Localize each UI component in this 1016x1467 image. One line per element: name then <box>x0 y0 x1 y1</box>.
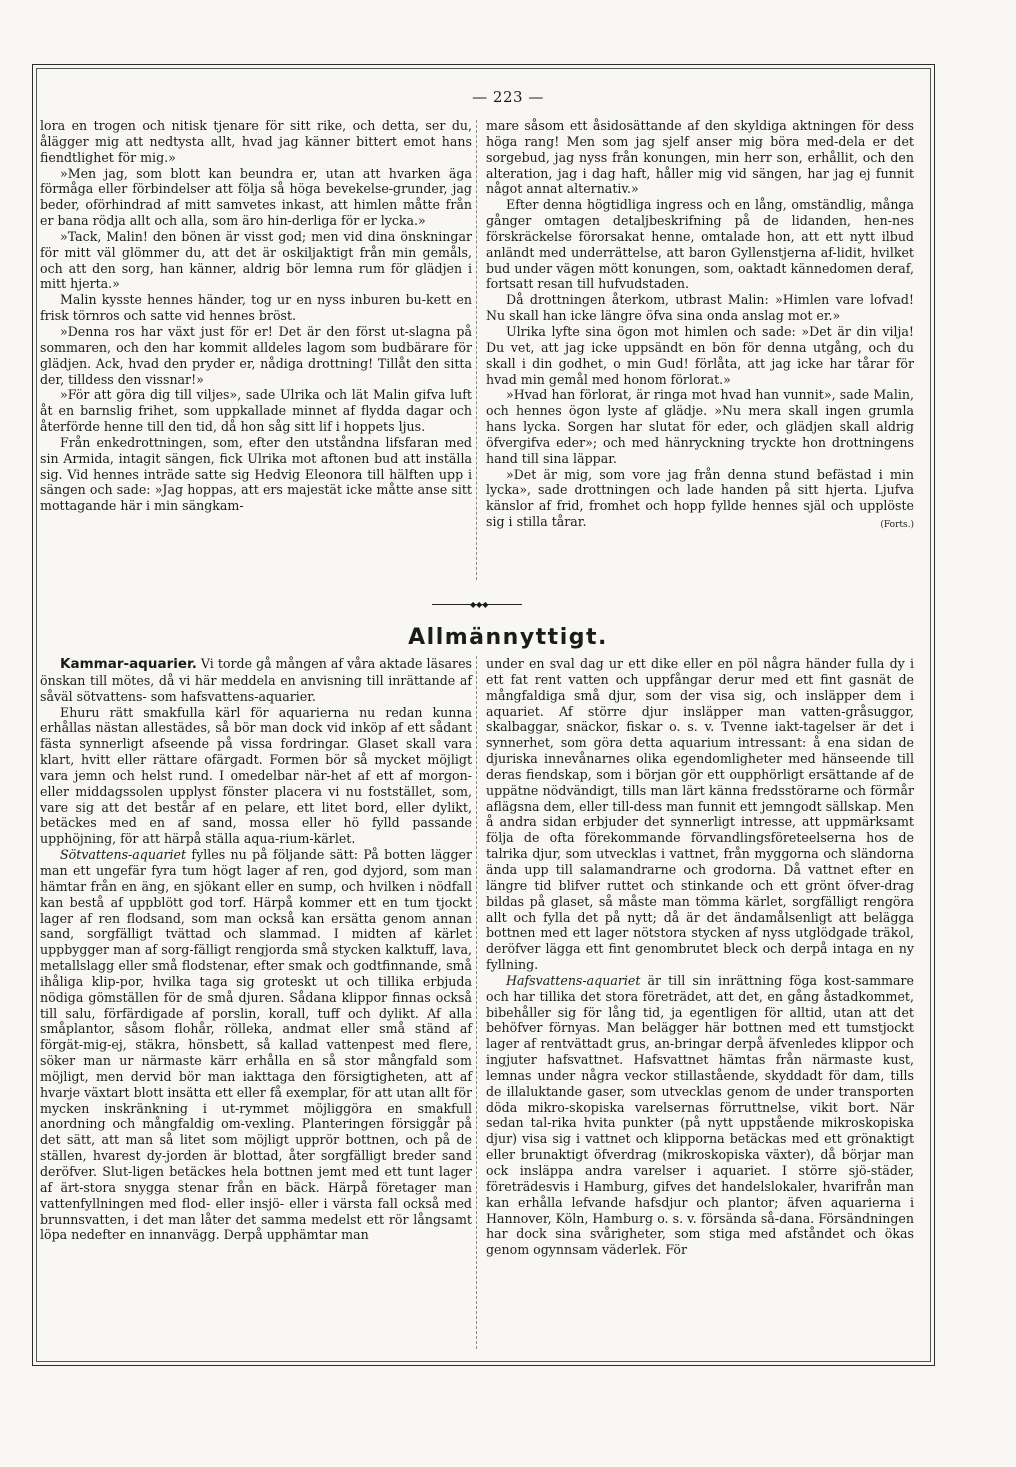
section-title: Allmännyttigt. <box>408 625 608 650</box>
article-column-left <box>40 656 472 1243</box>
story-paragraph <box>486 467 914 530</box>
column-divider-top <box>476 120 477 580</box>
story-column-right <box>486 118 914 534</box>
article-paragraph: fylles nu på följande sätt: På botten lägger man ett ungefär fyra tum högt lager af ren, god dyjord, som man hämtar från en äng, en sjökant eller en sump, och hvilken i nödfall kan bestå af uppblött god torf. Härpå kommer ett en tum tjockt lager af ren flodsand, som man också kan ersätta genom annan sand, sorgfälligt tvättad och slammad. I midten af kärlet uppbygger man af sorg-fälligt rengjorda små stycken kalktuff, lava, metallslagg eller små flodstenar, efter smak och godtfinnande, små ihåliga klip-por, hvilka taga sig groteskt ut och tillika erbjuda nödiga gömställen för de små djuren. Sådana klippor finnas också till salu, förfärdigade af porslin, korall, tuff och dylikt. Af alla småplantor, såsom flohår, rölleka, andmat eller små ständ af förgät-mig-ej, stäkra, hönsbett, så kallad vattenpest med flere, söker man ur närmaste kärr erhålla en så stor mångfald som möjligt, men dervid bör man iakttaga den försigtigheten, att af hvarje växtart blott insätta ett eller få exemplar, för att utan allt för mycken inskränkning i ut-rymmet möjliggöra en smakfull anordning och mångfaldig om-vexling. Planteringen försiggår på det sätt, att man så litet som möjligt upprör bottnen, och på de ställen, hvarest dy-jorden är blottad, åter sorgfälligt breder sand deröfver. Slut-ligen betäckes hela bottnen jemt med ett tunt lager af ärt-stora snygga stenar från en bäck. Härpå företager man vattenfyllningen med flod- eller insjö- eller i värsta fall också med brunnsvatten, i det man låter det samma medelst ett rör långsamt löpa nedefter en innanvägg. Derpå upphämtar man <box>40 847 472 1243</box>
story-paragraph: mare såsom ett åsidosättande af den skyldiga aktningen för dess höga rang! Men som jag sjelf anser mig böra med-dela er det sorgebud, jag nyss från konungen, min herr son, erhållit, och den alteration, jag i dag haft, håller mig vid sängen, har jag ej funnit något annat alternativ.» <box>486 118 914 197</box>
story-paragraph: »Hvad han förlorat, är ringa mot hvad han vunnit», sade Malin, och hennes ögon lyste af glädje. »Nu mera skall ingen grumla hans lycka. Sorgen har slutat för eder, och glädjen skall aldrig öfvergifva eder»; och med hänryckning tryckte hon drottningens hand till sina läppar. <box>486 387 914 466</box>
story-paragraph: Ulrika lyfte sina ögon mot himlen och sade: »Det är din vilja! Du vet, att jag icke uppsändt en bön för denna utgång, och du skall i din godhet, o min Gud! förlåta, att jag icke har tårar för hvad min gemål med honom förlorat.» <box>486 323 914 387</box>
story-column-left <box>40 118 472 514</box>
article-intro: Vi torde gå mången af våra aktade läsares önskan till mötes, då vi här meddela en anvisning till inrättande af såväl sötvattens- som hafsvattens-aquarier. <box>40 656 472 704</box>
story-paragraph: Efter denna högtidliga ingress och en lång, omständlig, många gånger omtagen detaljbeskrifning på de lidanden, hen-nes förskräckelse förorsakat henne, omtalade hon, att ett nytt ilbud anländt med underrättelse, att baron Gyllenstjerna af-lidit, hvilket bud under vägen mött konungen, som, oaktadt kännedomen deraf, fortsatt resan till hufvudstaden. <box>486 197 914 292</box>
article-paragraph: är till sin inrättning föga kost-sammare och har tillika det stora företrädet, att det, en gång åstadkommet, bibehåller sig för lång tid, ja egentligen för alltid, utan att det behöfver förnyas. Man belägger här bottnen med ett tumstjockt lager af rentvättadt grus, an-bringar derpå äfvenledes klippor och ingjuter hafsvattnet. Hafsvattnet hämtas från närmaste kust, lemnas under några veckor stillastående, skyddadt för dam, tills de illaluktande gaser, som utvecklas genom de under transporten döda mikro-skopiska varelsernas förruttnelse, vikit bort. När sedan tal-rika hvita punkter (på nytt uppstående mikroskopiska djur) visa sig i vattnet och klipporna betäckas med ett grönaktigt eller brunaktigt öfverdrag (mikroskopiska växter), då börjar man ock insläppa andra varelser i aquariet. I större sjö-städer, företrädesvis i Hamburg, gifves det handelslokaler, hvarifrån man kan erhålla lefvande hafsdjur och plantor; äfven aquarierna i Hannover, Köln, Hamburg o. s. v. försända så-dana. Försändningen har dock sina svårigheter, som stiga med afståndet och ökas genom ogynnsam väderlek. För <box>486 972 914 1258</box>
subheading-saltwater: Hafsvattens-aquariet <box>506 972 641 988</box>
story-paragraph: lora en trogen och nitisk tjenare för sitt rike, och detta, ser du, ålägger mig att nedtysta allt, hvad jag känner bittert emot hans fiendtlighet för mig.» <box>40 118 472 165</box>
story-paragraph: »För att göra dig till viljes», sade Ulrika och lät Malin gifva luft åt en barnslig frihet, som uppkallade minnet af flydda dagar och återförde henne till den tid, då hon såg sitt lif i hoppets ljus. <box>40 387 472 435</box>
article-paragraph: under en sval dag ur ett dike eller en pöl några händer fulla dy i ett fat rent vatten och uppfångar derur med ett fint gasnät de mångfaldiga små djur, som der visa sig, och insläpper dem i aquariet. Af större djur insläpper man vatten-gråsuggor, skalbaggar, snäckor, fiskar o. s. v. Tvenne iakt-tagelser är det i synnerhet, som göra detta aquarium intressant: å ena sidan de djuriska innevånarnes olika egendomligheter med hänseende till deras fiendskap, som i början gör ett oupphörligt ersättande af de uppätne nödvändigt, tills man lärt känna fredsstörarne och förmår aflägsna dem, eller till-dess man funnit ett jemngodt sällskap. Men å andra sidan erbjuder det synnerligt intresse, att uppmärksamt följa de ofta förekommande förvandlingsföreteelserna hos de talrika djur, som utvecklas i vattnet, från myggorna och sländorna ända upp till salamandrarne och grodorna. Då vattnet efter en längre tid blifver ruttet och stinkande och ett grönt öfver-drag bildas på glaset, så måste man tömma kärlet, sorgfälligt rengöra allt och fylla det på nytt; då är det ändamålsenligt att belägga bottnen med ett lager nötstora stycken af nyss utglödgade träkol, deröfver lägga ett fint genombrutet bleck och derpå intaga en ny fyllning. <box>486 656 914 973</box>
story-final-text: »Det är mig, som vore jag från denna stund befästad i min lycka», sade drottningen och lade handen på sitt hjerta. Ljufva känslor af frid, fromhet och hopp fyllde hennes själ och upplöste sig i stilla tårar. <box>486 466 914 530</box>
article-heading: Kammar-aquarier. <box>60 656 197 672</box>
article-column-right <box>486 656 914 1258</box>
continued-note: (Forts.) <box>880 520 914 531</box>
story-paragraph: Malin kysste hennes händer, tog ur en nyss inburen bu-kett en frisk törnros och satte vid hennes bröst. <box>40 292 472 324</box>
story-paragraph: »Men jag, som blott kan beundra er, utan att hvarken äga förmåga eller förbindelser att följa så höga bevekelse-grunder, jag beder, oförhindrad af mitt samvetes inkast, att himlen måtte från er bana rödja allt och alla, som äro hin-derliga för er lycka.» <box>40 165 472 229</box>
subheading-freshwater: Sötvattens-aquariet <box>60 847 187 863</box>
page-number: — 223 — <box>472 88 544 106</box>
ornament-divider <box>432 601 522 609</box>
story-paragraph: »Tack, Malin! den bönen är visst god; men vid dina önskningar för mitt väl glömmer du, att det är oskiljaktigt från min gemåls, och att den sorg, han känner, aldrig bör lemna rum för glädjen i mitt hjerta.» <box>40 228 472 292</box>
divider-ornament-icon: ◆◆◆ <box>470 600 489 609</box>
story-paragraph: Då drottningen återkom, utbrast Malin: »Himlen vare lofvad! Nu skall han icke längre öfva sina onda anslag mot er.» <box>486 292 914 324</box>
column-divider-bottom <box>476 656 477 1349</box>
article-paragraph: Ehuru rätt smakfulla kärl för aquarierna nu redan kunna erhållas nästan allestädes, så bör man dock vid inköp af ett sådant fästa synnerligt afseende på vissa fordringar. Glaset skall vara klart, hvitt eller rättare ofärgadt. Formen bör så mycket möjligt vara jemn och helst rund. I omedelbar när-het af ett af morgon- eller middagssolen upplyst fönster placera vi nu foststället, som, vare sig att det består af en pelare, ett litet bord, eller dylikt, betäckes med en af sand, mossa eller hö fylld passande upphöjning, för att härpå ställa aqua-rium-kärlet. <box>40 704 472 847</box>
story-paragraph: »Denna ros har växt just för er! Det är den först ut-slagna på sommaren, och den har kommit alldeles lagom som budbärare för glädjen. Ack, hvad den pryder er, nådiga drottning! Tillåt den sitta der, tilldess den vissnar!» <box>40 323 472 387</box>
story-paragraph: Från enkedrottningen, som, efter den utståndna lifsfaran med sin Armida, intagit sängen, fick Ulrika mot aftonen bud att inställa sig. Vid hennes inträde satte sig Hedvig Eleonora till hälften upp i sängen och sade: »Jag hoppas, att ers majestät icke måtte anse sitt mottagande här i min sängkam- <box>40 434 472 514</box>
